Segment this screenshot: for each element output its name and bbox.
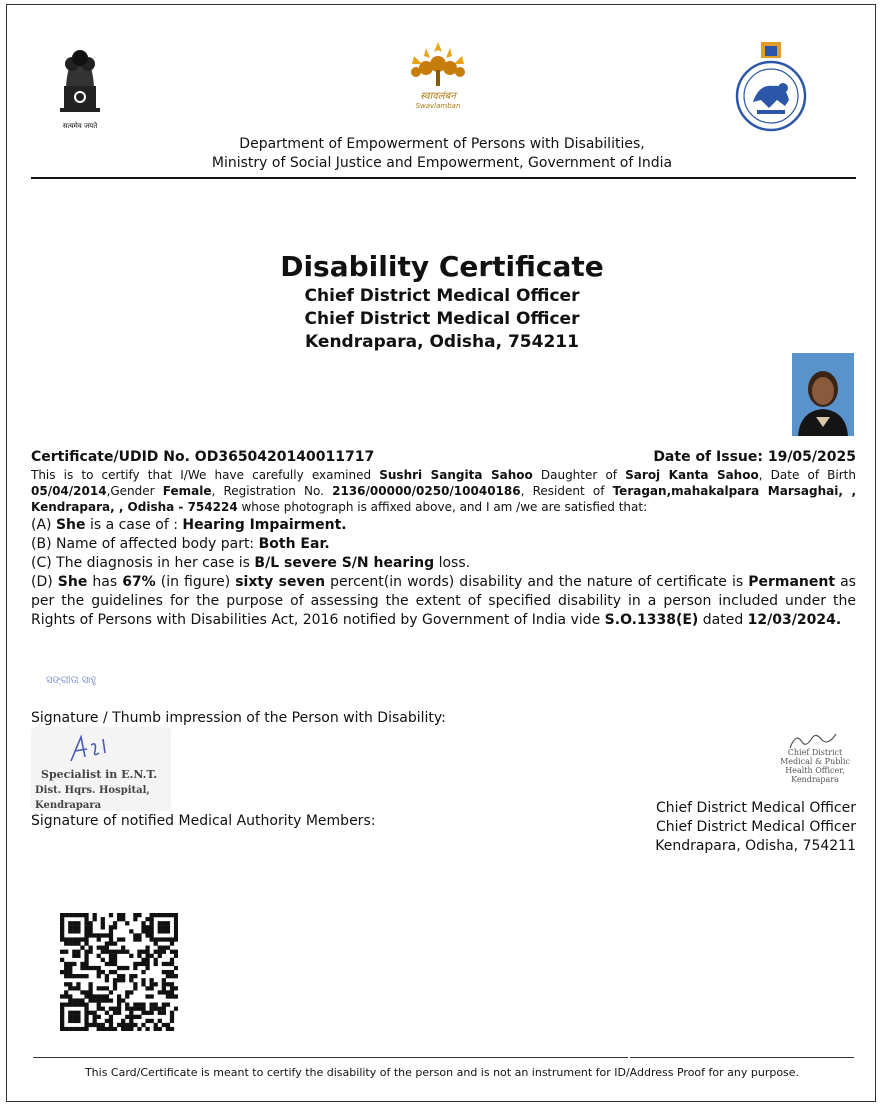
text-segment: loss. bbox=[434, 555, 471, 571]
text-segment: (B) Name of affected body part: bbox=[31, 536, 259, 552]
cdmo-line-1: Chief District Medical Officer bbox=[656, 800, 856, 816]
stamp-line-1: Specialist in E.N.T. bbox=[41, 768, 158, 781]
text-segment: as per the guidelines for the purpose of assessing the extent of specified disability in a person included under the Rights of Persons with Disabilities Act, 2016 notified by Government of India vide bbox=[31, 574, 856, 628]
clause-b bbox=[31, 535, 856, 554]
emblem-caption: सत्यमेव जयते bbox=[62, 122, 98, 130]
qr-code-icon bbox=[60, 913, 178, 1031]
department-line-2: Ministry of Social Justice and Empowerment, Government of India bbox=[211, 155, 673, 171]
footer-divider-left bbox=[33, 1057, 628, 1058]
cdmo-stamp bbox=[770, 728, 856, 784]
person-signature: ସଙ୍ଗୀତା ସାହୁ bbox=[46, 675, 97, 686]
logo-caption: स्वावलंबन bbox=[420, 91, 456, 102]
text-segment: is a case of : bbox=[85, 517, 183, 533]
text-segment: whose photograph is affixed above, and I am /we are satisfied that: bbox=[237, 500, 648, 514]
cdmo-stamp-text: Chief District Medical & Public Health Officer, Kendrapara bbox=[780, 748, 850, 784]
affected-body-part: Both Ear. bbox=[258, 536, 330, 552]
text-segment: (D) bbox=[31, 574, 58, 590]
department-line-1: Department of Empowerment of Persons with Disabilities, bbox=[239, 136, 645, 152]
udid-row bbox=[31, 449, 856, 465]
odisha-emblem-icon bbox=[733, 40, 809, 132]
diagnosis: B/L severe S/N hearing bbox=[254, 555, 435, 571]
applicant-photo bbox=[792, 353, 854, 436]
text-segment: has bbox=[87, 574, 123, 590]
cdmo-line-2: Chief District Medical Officer bbox=[656, 819, 856, 835]
parent-name: Saroj Kanta Sahoo bbox=[625, 468, 759, 482]
date-of-issue: Date of Issue: 19/05/2025 bbox=[653, 449, 856, 465]
disability-type: Hearing Impairment. bbox=[182, 517, 347, 533]
date-of-birth: 05/04/2014 bbox=[31, 484, 107, 498]
clause-d bbox=[31, 573, 856, 630]
footer-divider-right bbox=[630, 1057, 854, 1058]
logo-caption-en: Swavlamban bbox=[415, 102, 461, 110]
udid-number: Certificate/UDID No. OD3650420140011717 bbox=[31, 449, 375, 465]
issuer-line-1: Chief District Medical Officer bbox=[304, 286, 580, 306]
text-segment: She bbox=[55, 517, 86, 533]
swavlamban-logo-icon bbox=[398, 40, 478, 110]
text-segment: ,Gender bbox=[106, 484, 163, 498]
applicant-name: Sushri Sangita Sahoo bbox=[379, 468, 533, 482]
text-segment: dated bbox=[698, 612, 748, 628]
person-signature-label: Signature / Thumb impression of the Person with Disability: bbox=[31, 710, 446, 726]
national-emblem-icon bbox=[48, 40, 112, 130]
text-segment: She bbox=[57, 574, 88, 590]
notification-number: S.O.1338(E) bbox=[604, 612, 699, 628]
members-signature-label: Signature of notified Medical Authority Members: bbox=[31, 813, 376, 829]
notification-date: 12/03/2024. bbox=[747, 612, 842, 628]
text-segment: , Resident of bbox=[520, 484, 613, 498]
text-segment: (A) bbox=[31, 517, 56, 533]
text-segment: This is to certify that I/We have carefully examined bbox=[31, 468, 380, 482]
text-segment: (in figure) bbox=[155, 574, 236, 590]
ent-signature-icon bbox=[61, 731, 121, 765]
text-segment: , Registration No. bbox=[211, 484, 333, 498]
issuer-line-2: Chief District Medical Officer bbox=[304, 309, 580, 329]
issuer-line-3: Kendrapara, Odisha, 754211 bbox=[305, 332, 579, 352]
cdmo-block bbox=[655, 799, 856, 856]
text-segment: percent(in words) disability and the nature of certificate is bbox=[325, 574, 749, 590]
disability-percent-words: sixty seven bbox=[235, 574, 326, 590]
clause-c bbox=[31, 554, 856, 573]
cdmo-line-3: Kendrapara, Odisha, 754211 bbox=[655, 838, 856, 854]
text-segment: , Date of Birth bbox=[758, 468, 856, 482]
stamp-line-2: Dist. Hqrs. Hospital, Kendrapara bbox=[35, 785, 150, 811]
certificate-title: Disability Certificate bbox=[280, 250, 604, 283]
department-header bbox=[0, 135, 884, 173]
clause-a bbox=[31, 516, 856, 535]
header-divider bbox=[31, 177, 856, 179]
text-segment: (C) The diagnosis in her case is bbox=[31, 555, 255, 571]
address: Teragan,mahakalpara Marsaghai, , Kendrapara, , Odisha - 754224 bbox=[31, 484, 856, 514]
certification-paragraph bbox=[31, 467, 856, 515]
certificate-nature: Permanent bbox=[748, 574, 836, 590]
ent-specialist-stamp bbox=[31, 727, 171, 811]
footer-note: This Card/Certificate is meant to certify the disability of the person and is not an instrument for ID/Address Proof for any purpose. bbox=[84, 1066, 800, 1079]
registration-number: 2136/00000/0250/10040186 bbox=[332, 484, 521, 498]
gender: Female bbox=[162, 484, 212, 498]
disability-percent: 67% bbox=[122, 574, 156, 590]
text-segment: Daughter of bbox=[532, 468, 626, 482]
